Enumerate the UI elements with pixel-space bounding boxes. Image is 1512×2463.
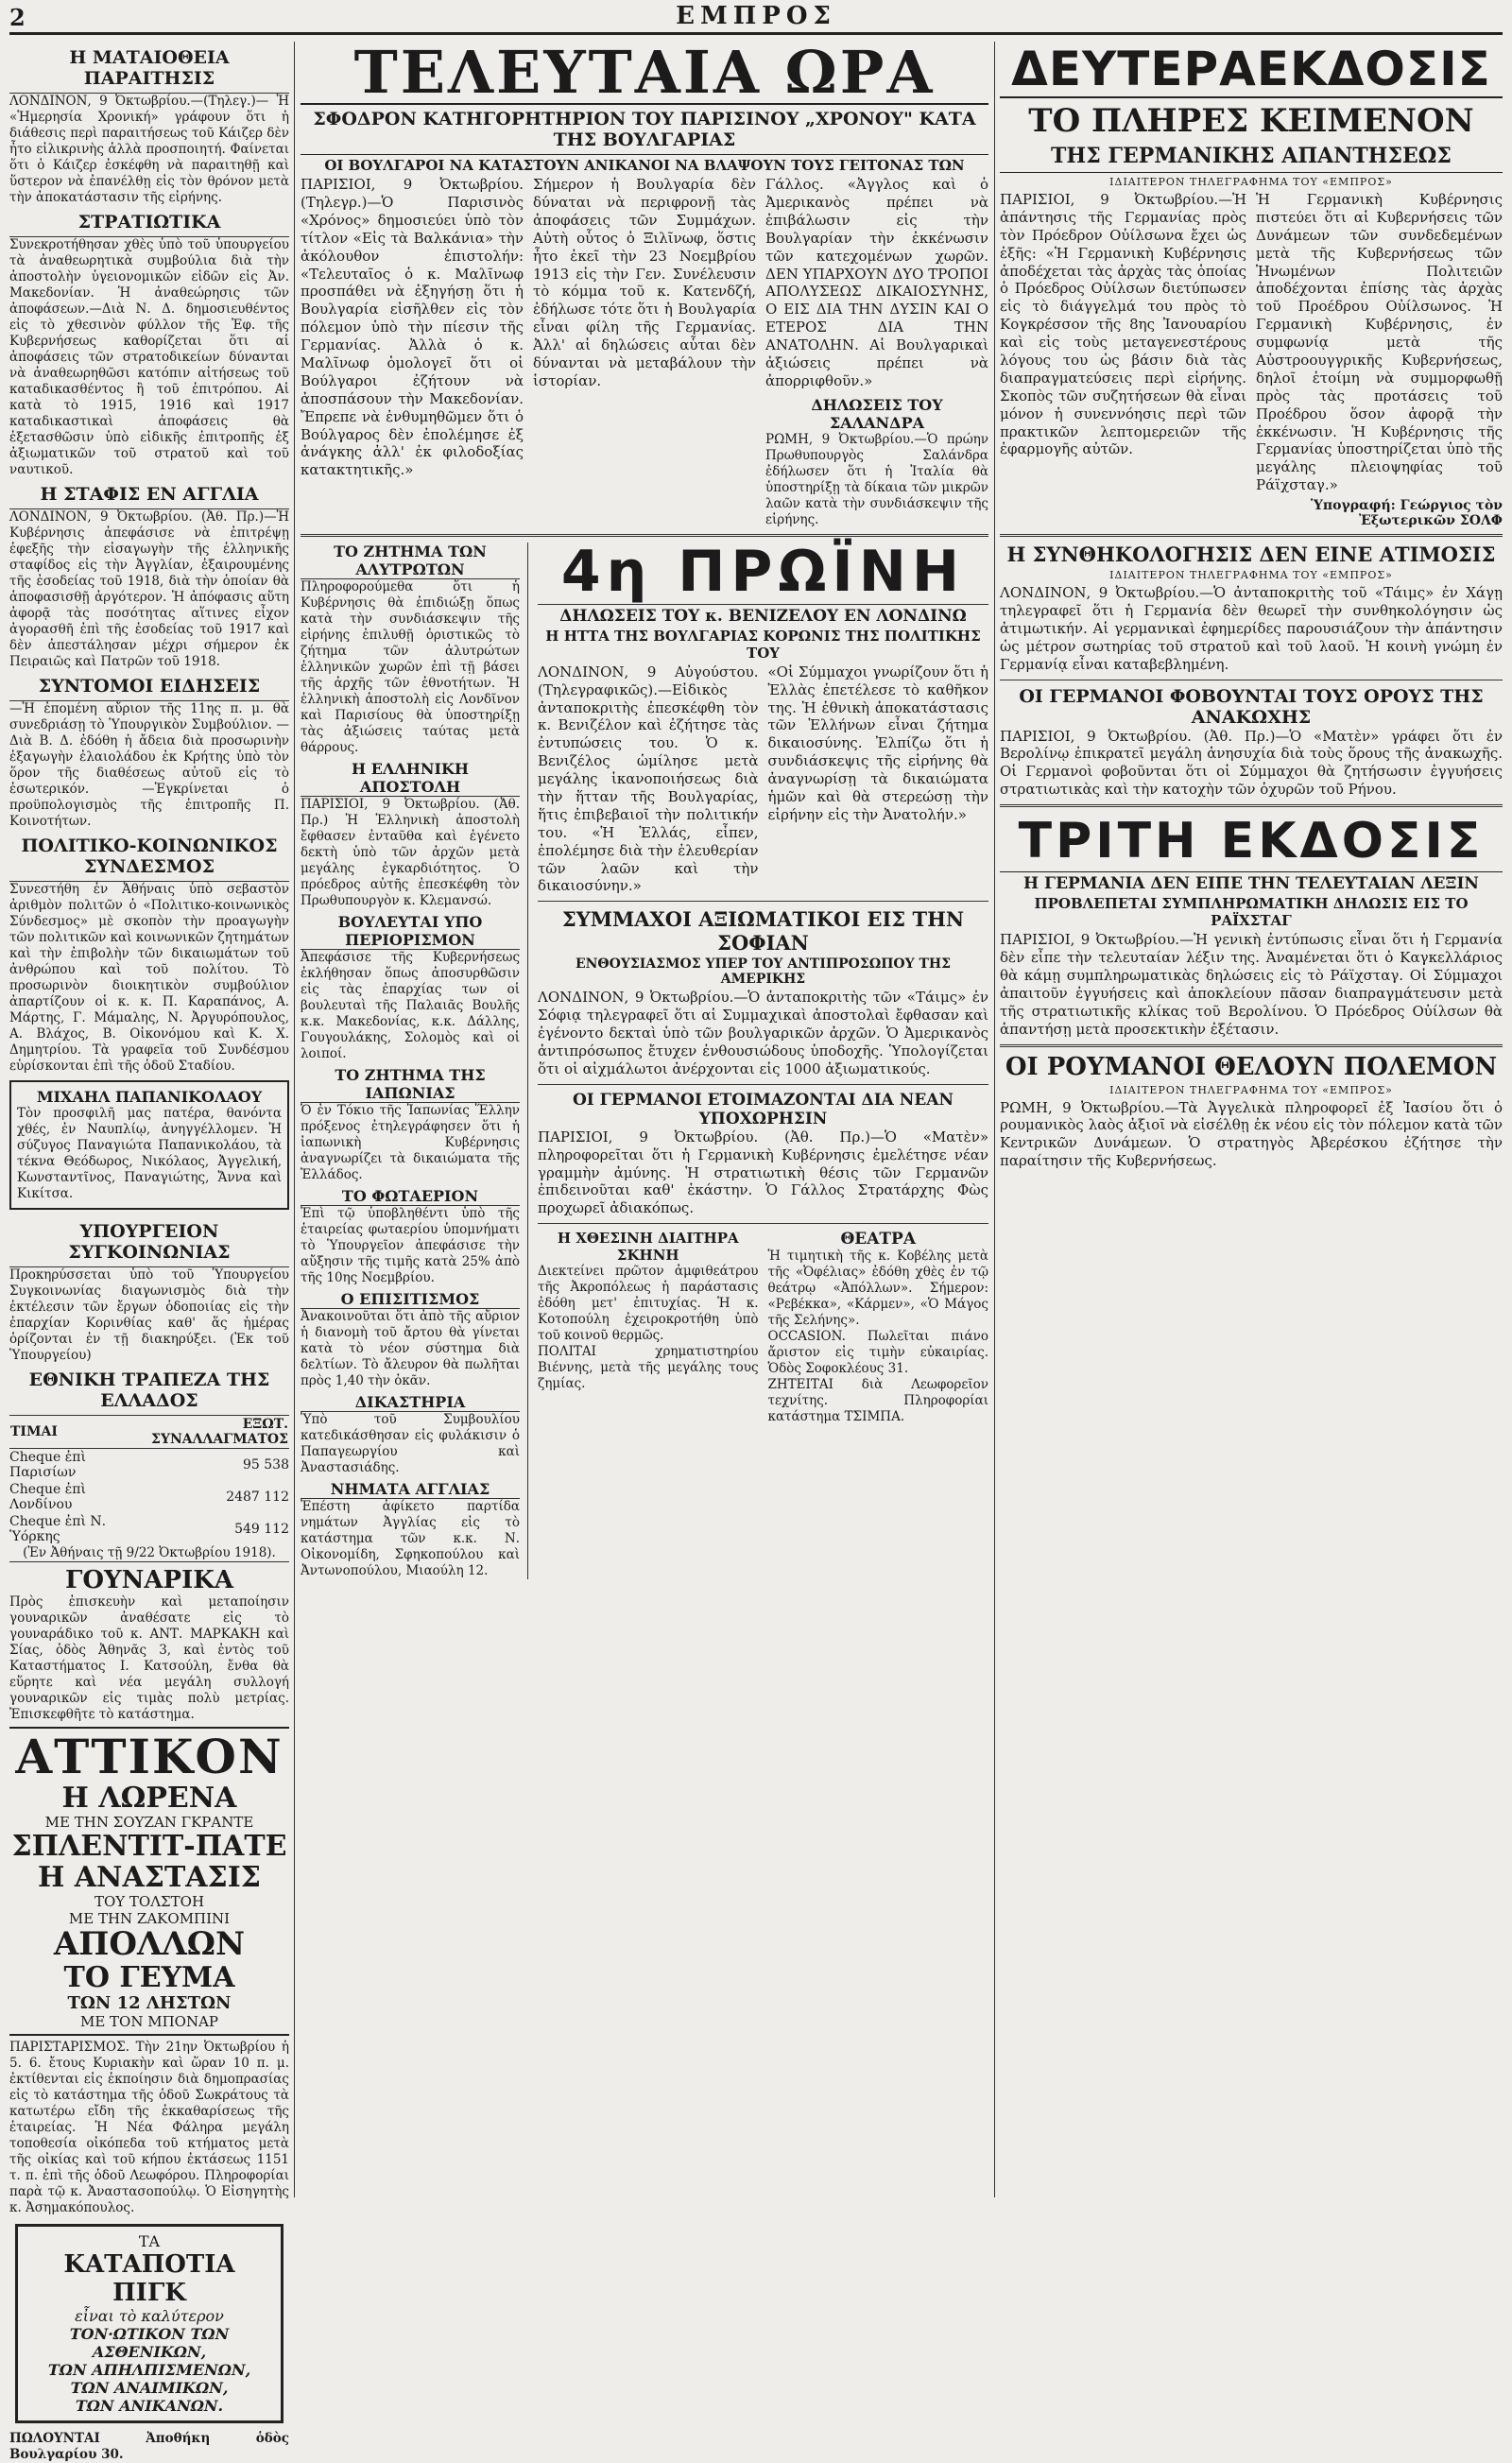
article-body: Ἐπέστη ἀφίκετο παρτίδα νημάτων Ἀγγλίας εἰς τὸ κατάστημα τῶν κ.κ. Ν. Οἰκονομίδη, Σφηκοπούλου καὶ Ἀντωνοπούλου, Μιαούλη 12. bbox=[301, 1498, 520, 1578]
article-title: ΟΙ ΓΕΡΜΑΝΟΙ ΦΟΒΟΥΝΤΑΙ ΤΟΥΣ ΟΡΟΥΣ ΤΗΣ ΑΝΑΚΩΧΗΣ bbox=[1019, 685, 1484, 728]
subheadline: ΤΗΣ ΓΕΡΜΑΝΙΚΗΣ ΑΠΑΝΤΗΣΕΩΣ bbox=[1000, 144, 1503, 173]
film-cast: ΜΕ ΤΗΝ ΖΑΚΟΜΠΙΝΙ bbox=[68, 1909, 231, 1927]
masthead bbox=[0, 0, 1512, 38]
article-title: Η ΣΥΝΘΗΚΟΛΟΓΗΣΙΣ ΔΕΝ ΕΙΝΕ ΑΤΙΜΟΣΙΣ bbox=[1006, 543, 1496, 567]
cinema-name: ΑΤΤΙΚΟΝ bbox=[15, 1729, 284, 1784]
obituary-box bbox=[9, 1080, 289, 1210]
divider bbox=[538, 901, 988, 902]
article-title: ΣΤΡΑΤΙΩΤΙΚΑ bbox=[9, 206, 289, 237]
ad-line: ΤΩΝ ΑΝΙΚΑΝΩΝ. bbox=[75, 2396, 224, 2415]
film-title: Η ΑΝΑΣΤΑΣΙΣ bbox=[37, 1860, 262, 1894]
article-columns bbox=[538, 1230, 988, 1425]
column-divider bbox=[294, 42, 295, 2197]
article-body: ΠΑΡΙΣΙΟΙ, 9 Ὀκτωβρίου. (Τηλεγρ.)—Ὁ Παρισινὸς «Χρόνος» δημοσιεύει ὑπὸ τὸν τίτλον «Εἰς τὰ Βαλκάνια» τὴν ἀκόλουθον ἐπιστολήν: «Τελευταῖος ὁ κ. Μαλῖνωφ προσπάθει νὰ ἐξηγήσῃ ὅτι ἡ Βουλγαρία εἰσῆλθεν εἰς τὸν πόλεμον ὑπὸ τὴν πίεσιν τῆς Γερμανίας. Ἀλλὰ ὁ κ. Μαλῖνωφ ὁμολογεῖ ὅτι οἱ Βούλγαροι ἐζήτουν νὰ ἀποσπάσουν τὴν Μακεδονίαν. Ἔπρεπε νὰ ἐνθυμηθῶμεν ὅτι ὁ Βούλγαρος δὲν ἐπολέμησε ἐξ ἀνάγκης ἀλλ' ἐκ φιλοδοξίας κατακτητικῆς.» bbox=[301, 176, 524, 479]
ad-line: ΤΩΝ ΑΝΑΙΜΙΚΩΝ, bbox=[70, 2378, 229, 2397]
article-title: ΒΟΥΛΕΥΤΑΙ ΥΠΟ ΠΕΡΙΟΡΙΣΜΟΝ bbox=[301, 913, 520, 950]
signature: Ὑπογραφή: Γεώργιος τὸν Ἐξωτερικῶν ΣΟΛΦ bbox=[1310, 498, 1503, 529]
column-divider bbox=[994, 42, 995, 2197]
article-columns bbox=[301, 176, 988, 528]
article-body: Ἀπεφάσισε τῆς Κυβερνήσεως ἐκλήθησαν ὅπως ἀποσυρθῶσιν εἰς τὰς ἐπαρχίας των οἱ βουλευταὶ τῆς Παλαιᾶς Βουλῆς κ.κ. Μακεδονίας, κ.κ. Δάλλης, Γουγουλάκης, Σολομὸς καὶ οἱ λοιποί. bbox=[301, 949, 520, 1061]
subheadline: ΟΙ ΒΟΥΛΓΑΡΟΙ ΝΑ ΚΑΤΑΣΤΟΥΝ ΑΝΙΚΑΝΟΙ ΝΑ ΒΛΑΨΟΥΝ ΤΟΥΣ ΓΕΙΤΟΝΑΣ ΤΩΝ bbox=[324, 157, 965, 175]
telegram-credit: ΙΔΙΑΙΤΕΡΟΝ ΤΗΛΕΓΡΑΦΗΜΑ ΤΟΥ «ΕΜΠΡΟΣ» bbox=[1109, 569, 1393, 582]
page-number: 2 bbox=[9, 4, 26, 31]
ad-line: ΤΑ bbox=[138, 2231, 161, 2250]
rate-value: 95 538 bbox=[243, 1457, 289, 1473]
center-sidebar bbox=[301, 543, 528, 1579]
edition-headline: 4η ΠΡΩΪΝΗ bbox=[560, 538, 966, 605]
film-author: ΤΟΥ ΤΟΛΣΤΟΗ bbox=[94, 1892, 205, 1910]
obituary-body: Τὸν προσφιλῆ μας πατέρα, θανόντα χθές, ἐν Ναυπλίῳ, ἀνηγγέλλομεν. Ἡ σύζυγος Παναγιώτα Παπανικολάου, τὰ τέκνα Θεόδωρος, Νικόλαος, Ἀγγελική, Κωνσταντῖνος, Παναγιώτης, Ἄννα καὶ Κικίτσα. bbox=[17, 1106, 282, 1201]
article-title: ΥΠΟΥΡΓΕΙΟΝ ΣΥΓΚΟΙΝΩΝΙΑΣ bbox=[9, 1215, 289, 1267]
article-columns bbox=[538, 663, 988, 896]
masthead-rule bbox=[9, 32, 1503, 35]
article-body: ΛΟΝΔΙΝΟΝ, 9 Ὀκτωβρίου.—Ὁ ἀνταποκριτὴς τοῦ «Τάιμς» ἐν Χάγῃ τηλεγραφεῖ ὅτι ἡ Γερμανία δὲν θεωρεῖ τὴν συνθηκολόγησιν ὡς ἀτιμωτικήν. Αἱ γερμανικαὶ ἐφημερίδες παρουσιάζουν τὴν ἀπάντησιν ὡς μέτρον σωτηρίας τοῦ στρατοῦ καὶ τοῦ λαοῦ. Ἡ κοινὴ γνώμη ἐν Γερμανίᾳ εἶναι καταβεβλημένη. bbox=[1000, 584, 1503, 673]
subheadline: ΕΝΘΟΥΣΙΑΣΜΟΣ ΥΠΕΡ ΤΟΥ ΑΝΤΙΠΡΟΣΩΠΟΥ ΤΗΣ ΑΜΕΡΙΚΗΣ bbox=[575, 956, 952, 988]
ad-line: ΤΩΝ ΑΠΗΛΠΙΣΜΕΝΩΝ, bbox=[47, 2360, 251, 2379]
newspaper-name: ΕΜΠΡΟΣ bbox=[676, 2, 836, 30]
furs-title: ΓΟΥΝΑΡΙΚΑ bbox=[9, 1561, 289, 1594]
section-divider bbox=[1000, 534, 1503, 537]
ad-product-name: ΚΑΤΑΠΟΤΙΑ ΠΙΓΚ bbox=[63, 2249, 235, 2307]
table-row bbox=[9, 1513, 289, 1545]
article-body: ΛΟΝΔΙΝΟΝ, 9 Ὀκτωβρίου.—Ὁ ἀνταποκριτὴς τῶν «Τάιμς» ἐν Σόφιᾳ τηλεγραφεῖ ὅτι αἱ Συμμαχικαὶ ἀποστολαὶ ἔφθασαν καὶ ἐγένοντο δεκταὶ ὑπὸ τῶν βουλγαρικῶν ἀρχῶν. Ὁ Ἀμερικανὸς ἀντιπρόσωπος ἔτυχεν ἐνθουσιώδους ὑποδοχῆς. Ὑπολογίζεται ὅτι οἱ αἰχμάλωτοι ἀνέρχονται εἰς 1000 ἀξιωματικούς. bbox=[538, 989, 988, 1077]
article-title: ΣΥΝΤΟΜΟΙ ΕΙΔΗΣΕΙΣ bbox=[9, 670, 289, 701]
article-body: Συνεστήθη ἐν Ἀθήναις ὑπὸ σεβαστὸν ἀριθμὸν πολιτῶν ὁ «Πολιτικο-κοινωνικὸς Σύνδεσμος» μὲ σκοπὸν τὴν προαγωγὴν τῶν πολιτικῶν καὶ κοινωνικῶν ζητημάτων καὶ τὴν ἐπιβολὴν τῶν δικαιωμάτων τοῦ ἀνθρώπου καὶ τοῦ πολίτου. Τὸ προσωρινὸν διοικητικὸν συμβούλιον ἀπαρτίζουν οἱ κ. κ. Π. Καραπάνος, Α. Μάρτης, Γ. Μάμαλης, Ν. Ἀργυρόπουλος, Α. Βλάχος, Β. Οἰκονόμου καὶ Κ. Χ. Δημητρίου. Τὰ γραφεῖα τοῦ Συνδέσμου εὑρίσκονται ἐπὶ τῆς ὁδοῦ Σταδίου. bbox=[9, 882, 289, 1074]
rate-label: Cheque ἐπὶ Λονδίνου bbox=[9, 1482, 86, 1512]
article-title: Η ΧΘΕΣΙΝΗ ΔΙΑΙΤΗΡΑ ΣΚΗΝΗ bbox=[557, 1230, 739, 1265]
ad-line: ΤΟΝ·ΩΤΙΚΟΝ ΤΩΝ ΑΣΘΕΝΙΚΩΝ, bbox=[69, 2324, 230, 2361]
article-columns bbox=[1000, 191, 1503, 528]
left-column bbox=[9, 42, 289, 2462]
subheadline: ΣΦΟΔΡΟΝ ΚΑΤΗΓΟΡΗΤΗΡΙΟΝ ΤΟΥ ΠΑΡΙΣΙΝΟΥ „ΧΡΟΝΟΥ" ΚΑΤΑ ΤΗΣ ΒΟΥΛΓΑΡΙΑΣ bbox=[301, 103, 988, 155]
article-body: «Οἱ Σύμμαχοι γνωρίζουν ὅτι ἡ Ἑλλὰς ἐπετέλεσε τὸ καθῆκον της. Ἡ ἐθνικὴ ἀποκατάστασις τῶν Ἑλλήνων εἶναι ζήτημα δικαιοσύνης. Ἐλπίζω ὅτι ἡ συνδιάσκεψις τῆς εἰρήνης θὰ ἀναγνωρίσῃ τὰ δικαιώματα ἡμῶν καὶ θὰ στερεώσῃ τὴν εἰρήνην εἰς τὴν Ἀνατολήν.» bbox=[767, 663, 988, 823]
cinema-advert bbox=[9, 1727, 289, 2036]
classified-ad: ΠΟΛΙΤΑΙ χρηματιστηρίου Βιέννης, μετὰ τῆς μεγάλης τους ζημίας. bbox=[538, 1344, 759, 1392]
ad-line: εἶναι τὸ καλύτερον bbox=[75, 2306, 224, 2325]
article-title: Ο ΕΠΙΣΙΤΙΣΜΟΣ bbox=[301, 1290, 520, 1309]
article-body: ΛΟΝΔΙΝΟΝ, 9 Αὐγούστου. (Τηλεγραφικῶς).—Εἰδικὸς ἀνταποκριτὴς ἐπεσκέφθη τὸν κ. Βενιζέλον καὶ ἐζήτησε τὰς ἐντυπώσεις του. Ὁ κ. Βενιζέλος ὡμίλησε μετὰ μεγάλης ἱκανοποιήσεως διὰ τὴν ἥτταν τῆς Βουλγαρίας, ἥτις ἐπιβεβαιοῖ τὴν πολιτικήν του. «Ἡ Ἑλλάς, εἶπεν, ἐπολέμησε διὰ τὴν ἐλευθερίαν τῶν λαῶν καὶ τὴν δικαιοσύνην.» bbox=[538, 663, 759, 895]
center-main bbox=[538, 538, 988, 1579]
table-header: ΤΙΜΑΙ bbox=[9, 1416, 123, 1449]
article-body: ΠΑΡΙΣΙΟΙ, 9 Ὀκτωβρίου. (Ἀθ. Πρ.)—Ὁ «Ματὲν» γράφει ὅτι ἐν Βερολίνῳ ἐπικρατεῖ μεγάλη ἀνησυχία διὰ τοὺς ὅρους τῆς ἀνακωχῆς. Οἱ Γερμανοὶ φοβοῦνται ὅτι οἱ Σύμμαχοι θὰ ζητήσωσιν ἐγγυήσεις στρατιωτικὰς καὶ τὴν κατοχὴν τῶν ὀχυρῶν τοῦ Ρήνου. bbox=[1000, 727, 1503, 799]
article-title: ΠΟΛΙΤΙΚΟ-ΚΟΙΝΩΝΙΚΟΣ ΣΥΝΔΕΣΜΟΣ bbox=[9, 830, 289, 882]
article-body: ΠΑΡΙΣΙΟΙ, 9 Ὀκτωβρίου. (Ἀθ. Πρ.) Ἡ Ἑλληνικὴ ἀποστολὴ ἔφθασεν ἐνταῦθα καὶ ἐγένετο δεκτὴ ὑπὸ τῶν ἀρχῶν μετὰ μεγάλης ἐγκαρδιότητος. Ὁ πρόεδρος αὐτῆς ἐπεσκέφθη τὸν Πρωθυπουργὸν κ. Κλεμανσώ. bbox=[301, 796, 520, 908]
article-body: Συνεκροτήθησαν χθὲς ὑπὸ τοῦ ὑπουργείου τὰ ἀναθεωρητικὰ συμβούλια διὰ τὴν ἀποστολὴν ὑγειονομικῶν εἰδῶν εἰς Ἀν. Μακεδονίαν. Ἡ ἀναθεώρησις τῶν ἀποφάσεων.—Διὰ Ν. Δ. δημοσιευθέντος εἰς τὸ χθεσινὸν φύλλον τῆς Ἐφ. τῆς Κυβερνήσεως καθορίζεται ὅτι αἱ ἀποφάσεις τῶν στρατοδικείων δύνανται νὰ ἀναθεωρηθῶσι κατόπιν αἰτήσεως τοῦ καταδικασθέντος ἢ τοῦ ἐπιτρόπου. Αἱ κατὰ τὸ 1915, 1916 καὶ 1917 καταδικαστικαὶ ἀποφάσεις θὰ ἐξετασθῶσιν ὑπὸ εἰδικῆς ἐπιτροπῆς ἐξ ἀξιωματικῶν τοῦ στρατοῦ καὶ τοῦ ναυτικοῦ. bbox=[9, 237, 289, 477]
article-body: ΡΩΜΗ, 9 Ὀκτωβρίου.—Τὰ Ἀγγελικὰ πληροφορεῖ ἐξ Ἰασίου ὅτι ὁ ρουμανικὸς λαὸς ἀξιοῖ νὰ εἰσέλθῃ ἐκ νέου εἰς τὸν πόλεμον κατὰ τῶν Κεντρικῶν Δυνάμεων. Ὁ στρατηγὸς Ἀβερέσκου ἐζήτησε τὴν παραίτησιν τῆς Κυβερνήσεως. bbox=[1000, 1098, 1503, 1170]
obituary-title: ΜΙΧΑΗΛ ΠΑΠΑΝΙΚΟΛΑΟΥ bbox=[36, 1088, 263, 1106]
classified-ad: ΖΗΤΕΙΤΑΙ διὰ Λεωφορεῖον τεχνίτης. Πληροφορίαι κατάστημα ΤΣΙΜΠΑ. bbox=[767, 1377, 988, 1425]
article-title: Η ΣΤΑΦΙΣ ΕΝ ΑΓΓΛΙΑ bbox=[9, 478, 289, 509]
bank-title: ΕΘΝΙΚΗ ΤΡΑΠΕΖΑ ΤΗΣ ΕΛΛΑΔΟΣ bbox=[9, 1364, 289, 1416]
subheadline: ΠΡΟΒΛΕΠΕΤΑΙ ΣΥΜΠΛΗΡΩΜΑΤΙΚΗ ΔΗΛΩΣΙΣ ΕΙΣ ΤΟ ΡΑΪΧΣΤΑΓ bbox=[1034, 895, 1469, 930]
section-divider bbox=[301, 534, 988, 537]
telegram-credit: ΙΔΙΑΙΤΕΡΟΝ ΤΗΛΕΓΡΑΦΗΜΑ ΤΟΥ «ΕΜΠΡΟΣ» bbox=[1109, 176, 1393, 188]
notice-body: ΠΑΡΙΣΤΑΡΙΣΜΟΣ. Τὴν 21ην Ὀκτωβρίου ἡ 5. 6. ἔτους Κυριακὴν καὶ ὥραν 10 π. μ. ἐκτίθενται εἰς ἐκποίησιν διὰ δημοπρασίας εἰς τὸ κατάστημα τῆς ὁδοῦ Σωκράτους τὰ κατωτέρω εἴδη τῆς ἐκκαθαρίσεως τῆς ἑταιρείας. Ἡ Νέα Φάληρα μεγάλη τοποθεσία οἰκόπεδα τοῦ κτήματος μετὰ τῆς οἰκίας καὶ τοῦ κήπου ἐκτάσεως 1151 τ. π. ἐπὶ τῆς ὁδοῦ Λεωφόρου. Πληροφορίαι παρὰ τῷ κ. Ἀναστασοπούλῳ. Ὁ Εἰσηγητὴς κ. Ἀσημακόπουλος. bbox=[9, 2039, 289, 2215]
article-body: Διεκτείνει πρῶτον ἀμφιθεάτρου τῆς Ἀκροπόλεως ἡ παράστασις ἐδόθη μετ' ἐπιτυχίας. Ἡ κ. Κοτοπούλη ἐχειροκροτήθη ὑπὸ τοῦ κοινοῦ θερμῶς. bbox=[538, 1264, 759, 1344]
edition-headline: ΔΕΥΤΕΡΑΕΚΔΟΣΙΣ bbox=[1011, 42, 1491, 96]
film-cast: ΜΕ ΤΗΝ ΣΟΥΖΑΝ ΓΚΡΑΝΤΕ bbox=[44, 1813, 254, 1831]
article-title: ΔΙΚΑΣΤΗΡΙΑ bbox=[301, 1393, 520, 1412]
table-row bbox=[9, 1481, 289, 1513]
article-body: Ἐπὶ τῷ ὑποβληθέντι ὑπὸ τῆς ἑταιρείας φωταερίου ὑπομνήματι τὸ Ὑπουργεῖον ἀπεφάσισε τὴν αὔξησιν τῆς τιμῆς κατὰ 25% ἀπὸ τῆς 10ης Νοεμβρίου. bbox=[301, 1205, 520, 1285]
center-column bbox=[301, 38, 988, 2197]
article-title: ΤΟ ΦΩΤΑΕΡΙΟΝ bbox=[301, 1187, 520, 1206]
article-title: Η ΜΑΤΑΙΟΘΕΙΑ ΠΑΡΑΙΤΗΣΙΣ bbox=[9, 42, 289, 94]
article-title: ΤΟ ΖΗΤΗΜΑ ΤΗΣ ΙΑΠΩΝΙΑΣ bbox=[301, 1066, 520, 1103]
article-body: Σήμερον ἡ Βουλγαρία δὲν δύναται νὰ περιφρονῇ τὰς ἀποφάσεις τῶν Συμμάχων. Αὐτὴ οὗτος ὁ Ξιλῖνωφ, ὅστις ἦτο ἐκεῖ τὴν 23 Νοεμβρίου 1913 εἰς τὴν Γεν. Συνέλευσιν τὸ κόμμα τοῦ κ. Κατενδζή, ἐδήλωσε τότε ὅτι ἡ Βουλγαρία εἶναι φίλη τῆς Γερμανίας. Ἀλλ' αἱ δηλώσεις αὗται δὲν δύνανται νὰ μεταβάλουν τὴν ἱστορίαν. bbox=[533, 176, 756, 389]
section-divider bbox=[1000, 804, 1503, 807]
subheadline: Η ΗΤΤΑ ΤΗΣ ΒΟΥΛΓΑΡΙΑΣ ΚΟΡΩΝΙΣ ΤΗΣ ΠΟΛΙΤΙΚΗΣ ΤΟΥ bbox=[545, 627, 981, 662]
subheadline: ΔΗΛΩΣΕΙΣ ΤΟΥ κ. ΒΕΝΙΖΕΛΟΥ ΕΝ ΛΟΝΔΙΝΩ bbox=[538, 604, 988, 626]
article-body: ΠΑΡΙΣΙΟΙ, 9 Ὀκτωβρίου.—Ἡ γενικὴ ἐντύπωσις εἶναι ὅτι ἡ Γερμανία δὲν εἶπε τὴν τελευταίαν λέξιν της. Ἀναμένεται ὅτι ὁ Καγκελλάριος θὰ κάμῃ συμπληρωματικὰς δηλώσεις εἰς τὸ Ράϊχσταγ. Οἱ Σύμμαχοι ἀπαιτοῦν ἐγγυήσεις καὶ ἀποκλείουν πᾶσαν διαπραγμάτευσιν μετὰ τῆς στρατιωτικῆς κλίκας τοῦ Βερολίνου. Ὁ Πρόεδρος Οὐίλσων θὰ ἀπαντήσῃ μετὰ προσεκτικὴν ἐξέτασιν. bbox=[1000, 931, 1503, 1038]
article-title: ΤΟ ΖΗΤΗΜΑ ΤΩΝ ΑΛΥΤΡΩΤΩΝ bbox=[301, 543, 520, 579]
rate-label: Cheque ἐπὶ Παρισίων bbox=[9, 1450, 86, 1480]
article-body: Γάλλος. «Ἀγγλος καὶ ὁ Ἀμερικανὸς πρέπει νὰ ἐπιβάλωσιν εἰς τὴν Βουλγαρίαν τὴν ἐκκένωσιν τῶν κατεχομένων χωρῶν. ΔΕΝ ΥΠΑΡΧΟΥΝ ΔΥΟ ΤΡΟΠΟΙ ΑΠΟΛΥΣΕΩΣ ΔΙΚΑΙΟΣΥΝΗΣ, Ο ΕΙΣ ΔΙΑ ΤΗΝ ΔΥΣΙΝ ΚΑΙ Ο ΕΤΕΡΟΣ ΔΙΑ ΤΗΝ ΑΝΑΤΟΛΗΝ. Αἱ Βουλγαρικαὶ ἀξιώσεις πρέπει νὰ ἀπορριφθοῦν.» bbox=[765, 176, 988, 389]
theatre-name: ΑΠΟΛΛΩΝ bbox=[53, 1924, 246, 1963]
article-body: ΠΑΡΙΣΙΟΙ, 9 Ὀκτωβρίου. (Ἀθ. Πρ.)—Ὁ «Ματὲν» πληροφορεῖται ὅτι ἡ Γερμανικὴ Κυβέρνησις ἐμελέτησε νέαν γραμμὴν ἀμύνης. Ἡ στρατιωτικὴ θέσις τῶν Γερμανῶν ἐπιδεινοῦται καθ' ἑκάστην. Ὁ Γάλλος Στρατάρχης Φὼς προχωρεῖ ἀδιακόπως. bbox=[538, 1128, 988, 1217]
exchange-rates-table bbox=[9, 1416, 289, 1545]
telegram-credit: ΙΔΙΑΙΤΕΡΟΝ ΤΗΛΕΓΡΑΦΗΜΑ ΤΟΥ «ΕΜΠΡΟΣ» bbox=[1109, 1083, 1393, 1096]
table-header: ΕΞΩΤ. ΣΥΝΑΛΛΑΓΜΑΤΟΣ bbox=[123, 1416, 289, 1449]
right-column bbox=[1000, 42, 1503, 2197]
main-headline: ΤΕΛΕΥΤΑΙΑ ΩΡΑ bbox=[353, 38, 936, 107]
furs-body: Πρὸς ἐπισκευὴν καὶ μεταποίησιν γουναρικῶν ἀναθέσατε εἰς τὸ γουναράδικο τοῦ κ. ΑΝΤ. ΜΑΡΚΑΚΗ καὶ Σίας, ὁδὸς Ἀθηνᾶς 3, καὶ ἐντὸς τοῦ Καταστήματος Ι. Κατσούλη, ἔνθα θὰ εὕρητε καὶ νέα μεγάλη συλλογή γουναρικῶν εἰς τιμὰς πολὺ μετρίας. Ἐπισκεφθῆτε τὸ κατάστημα. bbox=[9, 1594, 289, 1722]
article-body: Ἡ Γερμανικὴ Κυβέρνησις πιστεύει ὅτι αἱ Κυβερνήσεις τῶν Δυνάμεων τῶν συνδεδεμένων μετὰ τῆς Κυβερνήσεως τῶν Ἡνωμένων Πολιτειῶν ἀποδέχονται ἐπίσης τὰς ἀρχὰς τοῦ Προέδρου Οὐίλσωνος. Ἡ Γερμανικὴ Κυβέρνησις, ἐν συμφωνίᾳ μετὰ τῆς Αὐστροουγγρικῆς Κυβερνήσεως, δηλοῖ ἑτοίμη νὰ συμμορφωθῇ πρὸς τὰς προτάσεις τοῦ Προέδρου ὅσον ἀφορᾷ τὴν ἐκκένωσιν. Ἡ Κυβέρνησις τῆς Γερμανίας ὑποστηρίζεται ὑπὸ τῆς μεγάλης πλειοψηφίας τοῦ Ράϊχσταγ.» bbox=[1256, 191, 1503, 494]
pills-advert bbox=[15, 2224, 284, 2423]
film-cast: ΜΕ ΤΟΝ ΜΠΟΝΑΡ bbox=[79, 2012, 219, 2030]
article-body: Ὁ ἐν Τόκιο τῆς Ἰαπωνίας Ἕλλην πρόξενος ἐτηλεγράφησεν ὅτι ἡ ἰαπωνικὴ Κυβέρνησις ἀναγνωρίζει τὰ δικαιώματα τῆς Ἑλλάδος. bbox=[301, 1102, 520, 1182]
classified-ad: OCCASION. Πωλεῖται πιάνο ἄριστον εἰς τιμὴν εὐκαιρίας. Ὁδὸς Σοφοκλέους 31. bbox=[767, 1329, 988, 1377]
bank-note: (Ἐν Ἀθήναις τῇ 9/22 Ὀκτωβρίου 1918). bbox=[23, 1545, 276, 1560]
edition-headline: ΤΡΙΤΗ ΕΚΔΟΣΙΣ bbox=[1018, 813, 1485, 870]
film-title: ΤΟ ΓΕΥΜΑ bbox=[63, 1960, 235, 1994]
film-title: ΣΠΛΕΝΤΙΤ-ΠΑΤΕ bbox=[11, 1829, 287, 1863]
article-title: ΣΥΜΜΑΧΟΙ ΑΞΙΩΜΑΤΙΚΟΙ ΕΙΣ ΤΗΝ ΣΟΦΙΑΝ bbox=[561, 907, 965, 956]
article-body: ΠΑΡΙΣΙΟΙ, 9 Ὀκτωβρίου.—Ἡ ἀπάντησις τῆς Γερμανίας πρὸς τὸν Πρόεδρον Οὐίλσωνα ἔχει ὡς ἑξῆς: «Ἡ Γερμανικὴ Κυβέρνησις ἀποδέχεται τὰς ἀρχὰς τὰς ὁποίας ὁ Πρόεδρος Οὐίλσων διετύπωσεν εἰς τὸ διάγγελμά του πρὸς τὸ Κογκρέσσον τῆς 8ης Ἰανουαρίου καὶ εἰς τοὺς μεταγενεστέρους λόγους του ὡς βάσιν διὰ τὰς διαπραγματεύσεις περὶ εἰρήνης. Σκοπὸς τῶν συζητήσεων θὰ εἶναι μόνον ἡ συνεννόησις περὶ τῶν πρακτικῶν λεπτομερειῶν τῆς ἐφαρμογῆς αὐτῶν. bbox=[1000, 191, 1246, 458]
article-title: ΘΕΑΤΡΑ bbox=[840, 1230, 917, 1249]
rate-value: 2487 112 bbox=[226, 1490, 289, 1505]
rate-value: 549 112 bbox=[234, 1522, 289, 1537]
article-title: ΟΙ ΓΕΡΜΑΝΟΙ ΕΤΟΙΜΑΖΟΝΤΑΙ ΔΙΑ ΝΕΑΝ ΥΠΟΧΩΡΗΣΙΝ bbox=[572, 1090, 954, 1128]
rate-label: Cheque ἐπὶ Ν. Ὑόρκης bbox=[9, 1514, 107, 1544]
article-body: Ὑπὸ τοῦ Συμβουλίου κατεδικάσθησαν εἰς φυλάκισιν ὁ Παπαγεωργίου καὶ Ἀναστασιάδης. bbox=[301, 1411, 520, 1475]
ad-footer: ΠΩΛΟΥΝΤΑΙ Ἀποθήκη ὁδὸς Βουλγαρίου 30. bbox=[9, 2430, 289, 2462]
article-title: Η ΕΛΛΗΝΙΚΗ ΑΠΟΣΤΟΛΗ bbox=[301, 760, 520, 797]
film-title: Η ΛΩΡΕΝΑ bbox=[61, 1781, 237, 1815]
article-body: Ἡ τιμητικὴ τῆς κ. Κοβέλης μετὰ τῆς «Ὀφέλιας» ἐδόθη χθὲς ἐν τῷ θεάτρῳ «Ἀπόλλων». Σήμερον: «Ρεβέκκα», «Κάρμεν», «Ὁ Μάγος τῆς Σελήνης». bbox=[767, 1249, 988, 1329]
film-subtitle: ΤΩΝ 12 ΛΗΣΤΩΝ bbox=[67, 1992, 232, 2013]
article-body: ΛΟΝΔΙΝΟΝ, 9 Ὀκτωβρίου.—(Τηλεγ.)— Ἡ «Ἡμερησία Χρονική» γράφουν ὅτι ἡ διάθεσις περὶ παραιτήσεως τοῦ Κάιζερ δὲν ἦτο εἰλικρινὴς ἀλλὰ προσποιητή. Φαίνεται ὅτι ὁ Κάιζερ ἐσκέφθη νὰ παραιτηθῇ καὶ ὕστερον νὰ ἐπανέλθῃ εἰς τὸν θρόνον μετὰ τὴν ἀποκατάστασιν τῆς εἰρήνης. bbox=[9, 94, 289, 205]
section-divider bbox=[1000, 1044, 1503, 1047]
article-body: Ἀνακοινοῦται ὅτι ἀπὸ τῆς αὔριον ἡ διανομὴ τοῦ ἄρτου θὰ γίνεται κατὰ τὸ νέον σύστημα διὰ δελτίων. Τὸ ἄλευρον θὰ πωλῆται πρὸς 1,40 τὴν ὀκᾶν. bbox=[301, 1308, 520, 1388]
center-lower bbox=[301, 538, 988, 1579]
article-body: ΡΩΜΗ, 9 Ὀκτωβρίου.—Ὁ πρώην Πρωθυπουργὸς Σαλάνδρα ἐδήλωσεν ὅτι ἡ Ἰταλία θὰ ὑποστηρίξῃ τὰ δίκαια τῶν μικρῶν λαῶν κατὰ τὴν συνδιάσκεψιν τῆς εἰρήνης. bbox=[765, 431, 988, 527]
table-row bbox=[9, 1449, 289, 1482]
article-body: —Ἡ ἐπομένη αὔριον τῆς 11ης π. μ. θὰ συνεδριάσῃ τὸ Ὑπουργικὸν Συμβούλιον. —Διὰ Β. Δ. ἐδόθη ἡ ἄδεια διὰ προσωρινὴν ἐξαγωγὴν ἐλαιολάδου ἐκ Κρήτης ὑπὸ τὸν ὅρον τῆς διαθέσεως αὐτοῦ εἰς τὸ ἐσωτερικόν. —Ἐγκρίνεται ὁ προϋπολογισμὸς τῆς ἐπιτροπῆς Π. Κοινοτήτων. bbox=[9, 701, 289, 829]
article-title: ΝΗΜΑΤΑ ΑΓΓΛΙΑΣ bbox=[301, 1480, 520, 1499]
article-body: ΛΟΝΔΙΝΟΝ, 9 Ὀκτωβρίου. (Ἀθ. Πρ.)—Ἡ Κυβέρνησις ἀπεφάσισε νὰ ἐπιτρέψῃ ἐφεξῆς τὴν εἰσαγωγὴν τῆς ἑλληνικῆς σταφίδος εἰς τὴν Ἀγγλίαν, ἐξαιρουμένης τῆς ἐσοδείας τοῦ 1918, διὰ τὴν ὁποίαν θὰ ἀποφασισθῇ ἀργότερον. Ἡ ἀπόφασις αὕτη ἀφορᾷ τὰς ποσότητας αἵτινες εἶχον ἀγορασθῆ ἐπὶ τῆς ἐσοδείας τοῦ 1917 καὶ δὲν ἀπεστάλησαν μέχρι σήμερον ἐκ Πειραιῶς καὶ Πατρῶν τοῦ 1918. bbox=[9, 509, 289, 669]
article-body: Πληροφορούμεθα ὅτι ἡ Κυβέρνησις θὰ ἐπιδιώξῃ ὅπως κατὰ τὴν συνδιάσκεψιν τῆς εἰρήνης ἐπιλυθῇ ὁριστικῶς τὸ ζήτημα τῶν ἀλυτρώτων ἑλληνικῶν χωρῶν ἐπὶ τῇ βάσει τῆς ἀρχῆς τῶν ἐθνοτήτων. Ἡ ἑλληνικὴ ἀποστολὴ εἰς Λονδῖνον καὶ Παρισίους θὰ ὑποστηρίξῃ τὰς ἀξιώσεις ταύτας μετὰ θάρρους. bbox=[301, 578, 520, 755]
article-title: ΟΙ ΡΟΥΜΑΝΟΙ ΘΕΛΟΥΝ ΠΟΛΕΜΟΝ bbox=[1005, 1052, 1498, 1081]
divider bbox=[538, 1223, 988, 1224]
subheadline: ΤΟ ΠΛΗΡΕΣ ΚΕΙΜΕΝΟΝ bbox=[1000, 96, 1503, 144]
article-body: Προκηρύσσεται ὑπὸ τοῦ Ὑπουργείου Συγκοινωνίας διαγωνισμὸς διὰ τὴν ἐκτέλεσιν τῶν ἔργων ὁδοποιίας εἰς τὴν ἐπαρχίαν Κορινθίας καθ' ἅς ἡμέρας ὁρίζονται ἐν τῇ διακηρύξει. (Ἐκ τοῦ Ὑπουργείου) bbox=[9, 1267, 289, 1363]
divider bbox=[538, 1084, 988, 1085]
subheadline: Η ΓΕΡΜΑΝΙΑ ΔΕΝ ΕΙΠΕ ΤΗΝ ΤΕΛΕΥΤΑΙΑΝ ΛΕΞΙΝ bbox=[1000, 871, 1503, 893]
article-title: ΔΗΛΩΣΕΙΣ ΤΟΥ ΣΑΛΑΝΔΡΑ bbox=[811, 395, 943, 432]
